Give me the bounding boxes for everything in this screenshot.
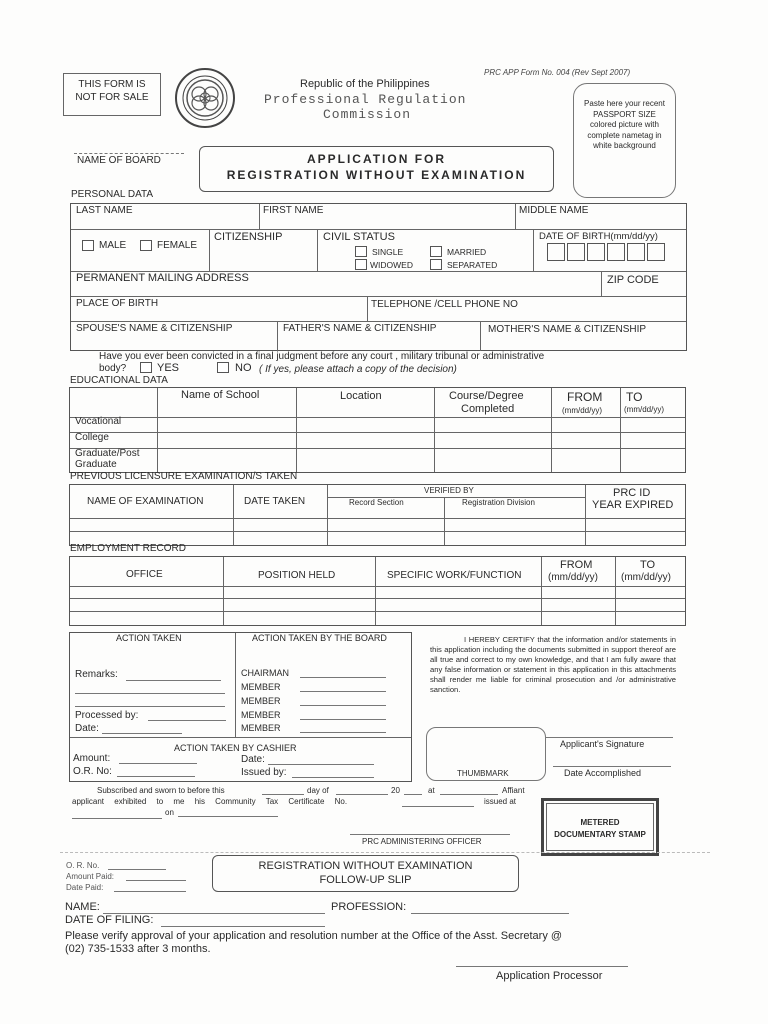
widowed-checkbox[interactable] xyxy=(355,259,367,270)
form-title-box xyxy=(199,146,554,192)
lic-prc-id: PRC ID xyxy=(613,487,651,499)
male-checkbox[interactable] xyxy=(82,240,94,251)
photo-instructions: Paste here your recent PASSPORT SIZE colored picture with complete nametag in white background xyxy=(584,99,665,150)
oath-month-line[interactable] xyxy=(336,794,388,795)
signature-line[interactable] xyxy=(545,737,673,738)
spouse-field[interactable] xyxy=(71,336,275,350)
educational-data-heading: EDUCATIONAL DATA xyxy=(70,375,168,386)
address-label: PERMANENT MAILING ADDRESS xyxy=(76,272,249,284)
edu-col-location: Location xyxy=(340,390,382,402)
agency-name-line1: Professional Regulation xyxy=(264,92,467,107)
conviction-question-body: body? xyxy=(99,363,127,374)
stamp-label-2: DOCUMENTARY STAMP xyxy=(554,830,646,839)
emp-col-position: POSITION HELD xyxy=(258,570,336,581)
date-accomplished-line[interactable] xyxy=(553,766,671,767)
lic-record-section: Record Section xyxy=(349,498,404,507)
widowed-label: WIDOWED xyxy=(370,260,413,270)
member-line-3[interactable] xyxy=(300,719,386,720)
personal-data-heading: PERSONAL DATA xyxy=(71,189,154,200)
followup-amount-label: Amount Paid: xyxy=(66,872,115,881)
amount-line[interactable] xyxy=(119,763,197,764)
certification-text: I HEREBY CERTIFY that the information and/or statements in this application including the documents submitted in support thereof are all true and correct to my own knowledge, and that I am fully aware that any false information or statement in this application in this attachments shall render me liable for criminal prosecution and /or administrative sanction. xyxy=(430,635,676,694)
member-label-2: MEMBER xyxy=(241,696,281,706)
edu-col-course-1: Course/Degree xyxy=(449,390,524,402)
single-checkbox[interactable] xyxy=(355,246,367,257)
male-label: MALE xyxy=(99,240,127,251)
followup-date-paid-label: Date Paid: xyxy=(66,883,104,892)
stamp-label-1: METERED xyxy=(580,818,620,827)
board-heading: ACTION TAKEN BY THE BOARD xyxy=(252,633,387,643)
edu-college-row[interactable] xyxy=(157,432,685,447)
followup-profession-line[interactable] xyxy=(411,913,569,914)
remarks-line-3[interactable] xyxy=(75,706,225,707)
oath-text-1b: day of xyxy=(307,786,329,795)
photo-box[interactable] xyxy=(573,83,676,198)
action-date-line[interactable] xyxy=(102,733,182,734)
documentary-stamp-box[interactable] xyxy=(541,798,659,856)
not-for-sale-box xyxy=(63,73,161,116)
oath-text-1d: at xyxy=(428,786,435,795)
processed-by-line[interactable] xyxy=(148,720,226,721)
place-of-birth-label: PLACE OF BIRTH xyxy=(76,298,159,309)
form-title-line2: REGISTRATION WITHOUT EXAMINATION xyxy=(226,168,527,182)
lic-registration-division: Registration Division xyxy=(462,498,535,507)
single-label: SINGLE xyxy=(372,247,404,257)
remarks-line-1[interactable] xyxy=(126,680,221,681)
edu-vocational-row[interactable] xyxy=(157,417,685,431)
conviction-yes-checkbox[interactable] xyxy=(140,362,152,373)
followup-title-box xyxy=(212,855,519,892)
followup-or-no-label: O. R. No. xyxy=(66,861,100,870)
first-name-label: FIRST NAME xyxy=(263,205,324,216)
separated-checkbox[interactable] xyxy=(430,259,442,270)
name-of-board-line[interactable] xyxy=(74,153,184,154)
lic-col-date: DATE TAKEN xyxy=(244,496,306,507)
emp-col-office: OFFICE xyxy=(126,569,163,580)
chairman-label: CHAIRMAN xyxy=(241,668,290,678)
followup-title-2: FOLLOW-UP SLIP xyxy=(319,874,412,886)
prc-seal-icon xyxy=(172,68,238,128)
followup-name-label: NAME: xyxy=(65,901,100,913)
civil-status-label: CIVIL STATUS xyxy=(323,231,395,243)
oath-text-3: on xyxy=(165,808,174,817)
emp-col-work: SPECIFIC WORK/FUNCTION xyxy=(387,570,522,581)
edu-row-college: College xyxy=(75,432,109,443)
conviction-question: Have you ever been convicted in a final judgment before any court , military tribunal or administrative xyxy=(99,351,545,362)
name-of-board-label: NAME OF BOARD xyxy=(77,155,161,166)
member-line-2[interactable] xyxy=(300,705,386,706)
conviction-no-checkbox[interactable] xyxy=(217,362,229,373)
conviction-note: ( If yes, please attach a copy of the decision) xyxy=(259,364,457,375)
edu-row-vocational: Vocational xyxy=(75,416,122,427)
followup-title-1: REGISTRATION WITHOUT EXAMINATION xyxy=(258,860,473,872)
emp-col-from: FROM xyxy=(560,559,593,571)
oath-place-line[interactable] xyxy=(440,794,498,795)
followup-or-no-line[interactable] xyxy=(108,869,166,870)
edu-col-course-2: Completed xyxy=(461,403,515,415)
middle-name-label: MIDDLE NAME xyxy=(519,205,589,216)
followup-verify-2: (02) 735-1533 after 3 months. xyxy=(65,943,211,955)
licensure-row-1[interactable] xyxy=(70,518,685,530)
or-no-line[interactable] xyxy=(117,776,195,777)
married-label: MARRIED xyxy=(447,247,487,257)
last-name-field[interactable] xyxy=(71,217,257,228)
thumbmark-label: THUMBMARK xyxy=(457,769,509,778)
issued-by-label: Issued by: xyxy=(241,767,287,778)
citizenship-label: CITIZENSHIP xyxy=(214,231,283,243)
member-label-3: MEMBER xyxy=(241,710,281,720)
employment-row-2[interactable] xyxy=(70,598,685,610)
father-label: FATHER'S NAME & CITIZENSHIP xyxy=(283,323,437,334)
processor-label: Application Processor xyxy=(496,970,603,982)
lic-year-expired: YEAR EXPIRED xyxy=(592,499,674,511)
oath-text-1e: Affiant xyxy=(502,786,525,795)
citizenship-field[interactable] xyxy=(210,246,314,266)
cashier-date-line[interactable] xyxy=(268,764,374,765)
processed-by-label: Processed by: xyxy=(75,710,139,721)
edu-graduate-row[interactable] xyxy=(157,448,685,472)
oath-text-1a: Subscribed and sworn to before this xyxy=(97,786,225,795)
remarks-line-2[interactable] xyxy=(75,693,225,694)
form-number: PRC APP Form No. 004 (Rev Sept 2007) xyxy=(484,68,631,77)
issued-by-line[interactable] xyxy=(292,777,374,778)
cashier-date-label: Date: xyxy=(241,754,265,765)
edu-col-from-format: (mm/dd/yy) xyxy=(562,406,602,415)
dob-label: DATE OF BIRTH(mm/dd/yy) xyxy=(539,231,658,242)
ctc-date-line[interactable] xyxy=(178,816,278,817)
member-label-4: MEMBER xyxy=(241,723,281,733)
ctc-issued-at-line[interactable] xyxy=(72,818,162,819)
mother-field[interactable] xyxy=(481,337,685,350)
action-taken-heading: ACTION TAKEN xyxy=(116,633,182,643)
officer-label: PRC ADMINISTERING OFFICER xyxy=(362,837,482,846)
edu-row-graduate-2: Graduate xyxy=(75,459,117,470)
dob-field[interactable] xyxy=(547,243,665,261)
or-no-label: O.R. No: xyxy=(73,766,112,777)
address-field[interactable] xyxy=(260,272,598,290)
phone-field[interactable] xyxy=(367,311,685,319)
member-line-1[interactable] xyxy=(300,691,386,692)
officer-signature-line[interactable] xyxy=(350,834,510,835)
emp-col-from-format: (mm/dd/yy) xyxy=(548,572,598,583)
followup-date-filing-label: DATE OF FILING: xyxy=(65,914,154,926)
followup-date-paid-line[interactable] xyxy=(114,891,186,892)
cashier-heading: ACTION TAKEN BY CASHIER xyxy=(174,743,297,753)
republic-text: Republic of the Philippines xyxy=(300,78,430,90)
not-for-sale-text: THIS FORM IS NOT FOR SALE xyxy=(75,79,149,103)
employment-heading: EMPLOYMENT RECORD xyxy=(70,543,186,554)
followup-amount-line[interactable] xyxy=(126,880,186,881)
cut-line xyxy=(60,852,710,853)
date-accomplished-label: Date Accomplished xyxy=(564,768,642,778)
phone-label: TELEPHONE /CELL PHONE NO xyxy=(371,299,518,310)
emp-col-to: TO xyxy=(640,559,656,571)
spouse-label: SPOUSE'S NAME & CITIZENSHIP xyxy=(76,323,233,334)
edu-col-school: Name of School xyxy=(181,389,260,401)
remarks-label: Remarks: xyxy=(75,669,118,680)
agency-name-line2: Commission xyxy=(323,107,412,122)
followup-date-filing-line[interactable] xyxy=(161,926,325,927)
followup-verify-1: Please verify approval of your application and resolution number at the Office of the Asst. Secretary @ xyxy=(65,930,563,942)
member-label-1: MEMBER xyxy=(241,682,281,692)
action-date-label: Date: xyxy=(75,723,99,734)
conviction-yes-label: YES xyxy=(157,362,180,374)
middle-name-field[interactable] xyxy=(515,217,685,228)
lic-verified-by: VERIFIED BY xyxy=(424,486,474,495)
edu-col-to: TO xyxy=(626,390,643,404)
form-title-line1: APPLICATION FOR xyxy=(306,152,447,166)
amount-label: Amount: xyxy=(73,753,111,764)
oath-year-line[interactable] xyxy=(404,794,422,795)
oath-text-1c: 20 xyxy=(391,786,400,795)
married-checkbox[interactable] xyxy=(430,246,442,257)
oath-text-2a: applicant exhibited to me his Community Tax Certificate No. xyxy=(72,797,348,806)
last-name-label: LAST NAME xyxy=(76,205,133,216)
emp-col-to-format: (mm/dd/yy) xyxy=(621,572,671,583)
female-checkbox[interactable] xyxy=(140,240,152,251)
employment-row-1[interactable] xyxy=(70,586,685,597)
conviction-no-label: NO xyxy=(235,362,252,374)
thumbmark-box[interactable] xyxy=(426,727,546,781)
edu-row-graduate-1: Graduate/Post xyxy=(75,448,140,459)
followup-profession-label: PROFESSION: xyxy=(331,901,407,913)
member-line-4[interactable] xyxy=(300,732,386,733)
separated-label: SEPARATED xyxy=(447,260,498,270)
licensure-heading: PREVIOUS LICENSURE EXAMINATION/S TAKEN xyxy=(70,471,298,482)
employment-row-3[interactable] xyxy=(70,611,685,625)
lic-col-name: NAME OF EXAMINATION xyxy=(87,496,204,507)
ctc-number-line[interactable] xyxy=(402,806,474,807)
signature-label: Applicant's Signature xyxy=(560,739,645,749)
oath-text-2b: issued at xyxy=(484,797,517,806)
oath-day-line[interactable] xyxy=(262,794,304,795)
female-label: FEMALE xyxy=(157,240,198,251)
chairman-line[interactable] xyxy=(300,677,386,678)
father-field[interactable] xyxy=(278,336,478,350)
mother-label: MOTHER'S NAME & CITIZENSHIP xyxy=(488,324,647,335)
first-name-field[interactable] xyxy=(259,217,513,228)
edu-col-to-format: (mm/dd/yy) xyxy=(624,405,664,414)
place-of-birth-field[interactable] xyxy=(71,309,365,319)
processor-signature-line[interactable] xyxy=(456,966,628,967)
edu-col-from: FROM xyxy=(567,390,603,404)
zip-code-label: ZIP CODE xyxy=(607,274,659,286)
